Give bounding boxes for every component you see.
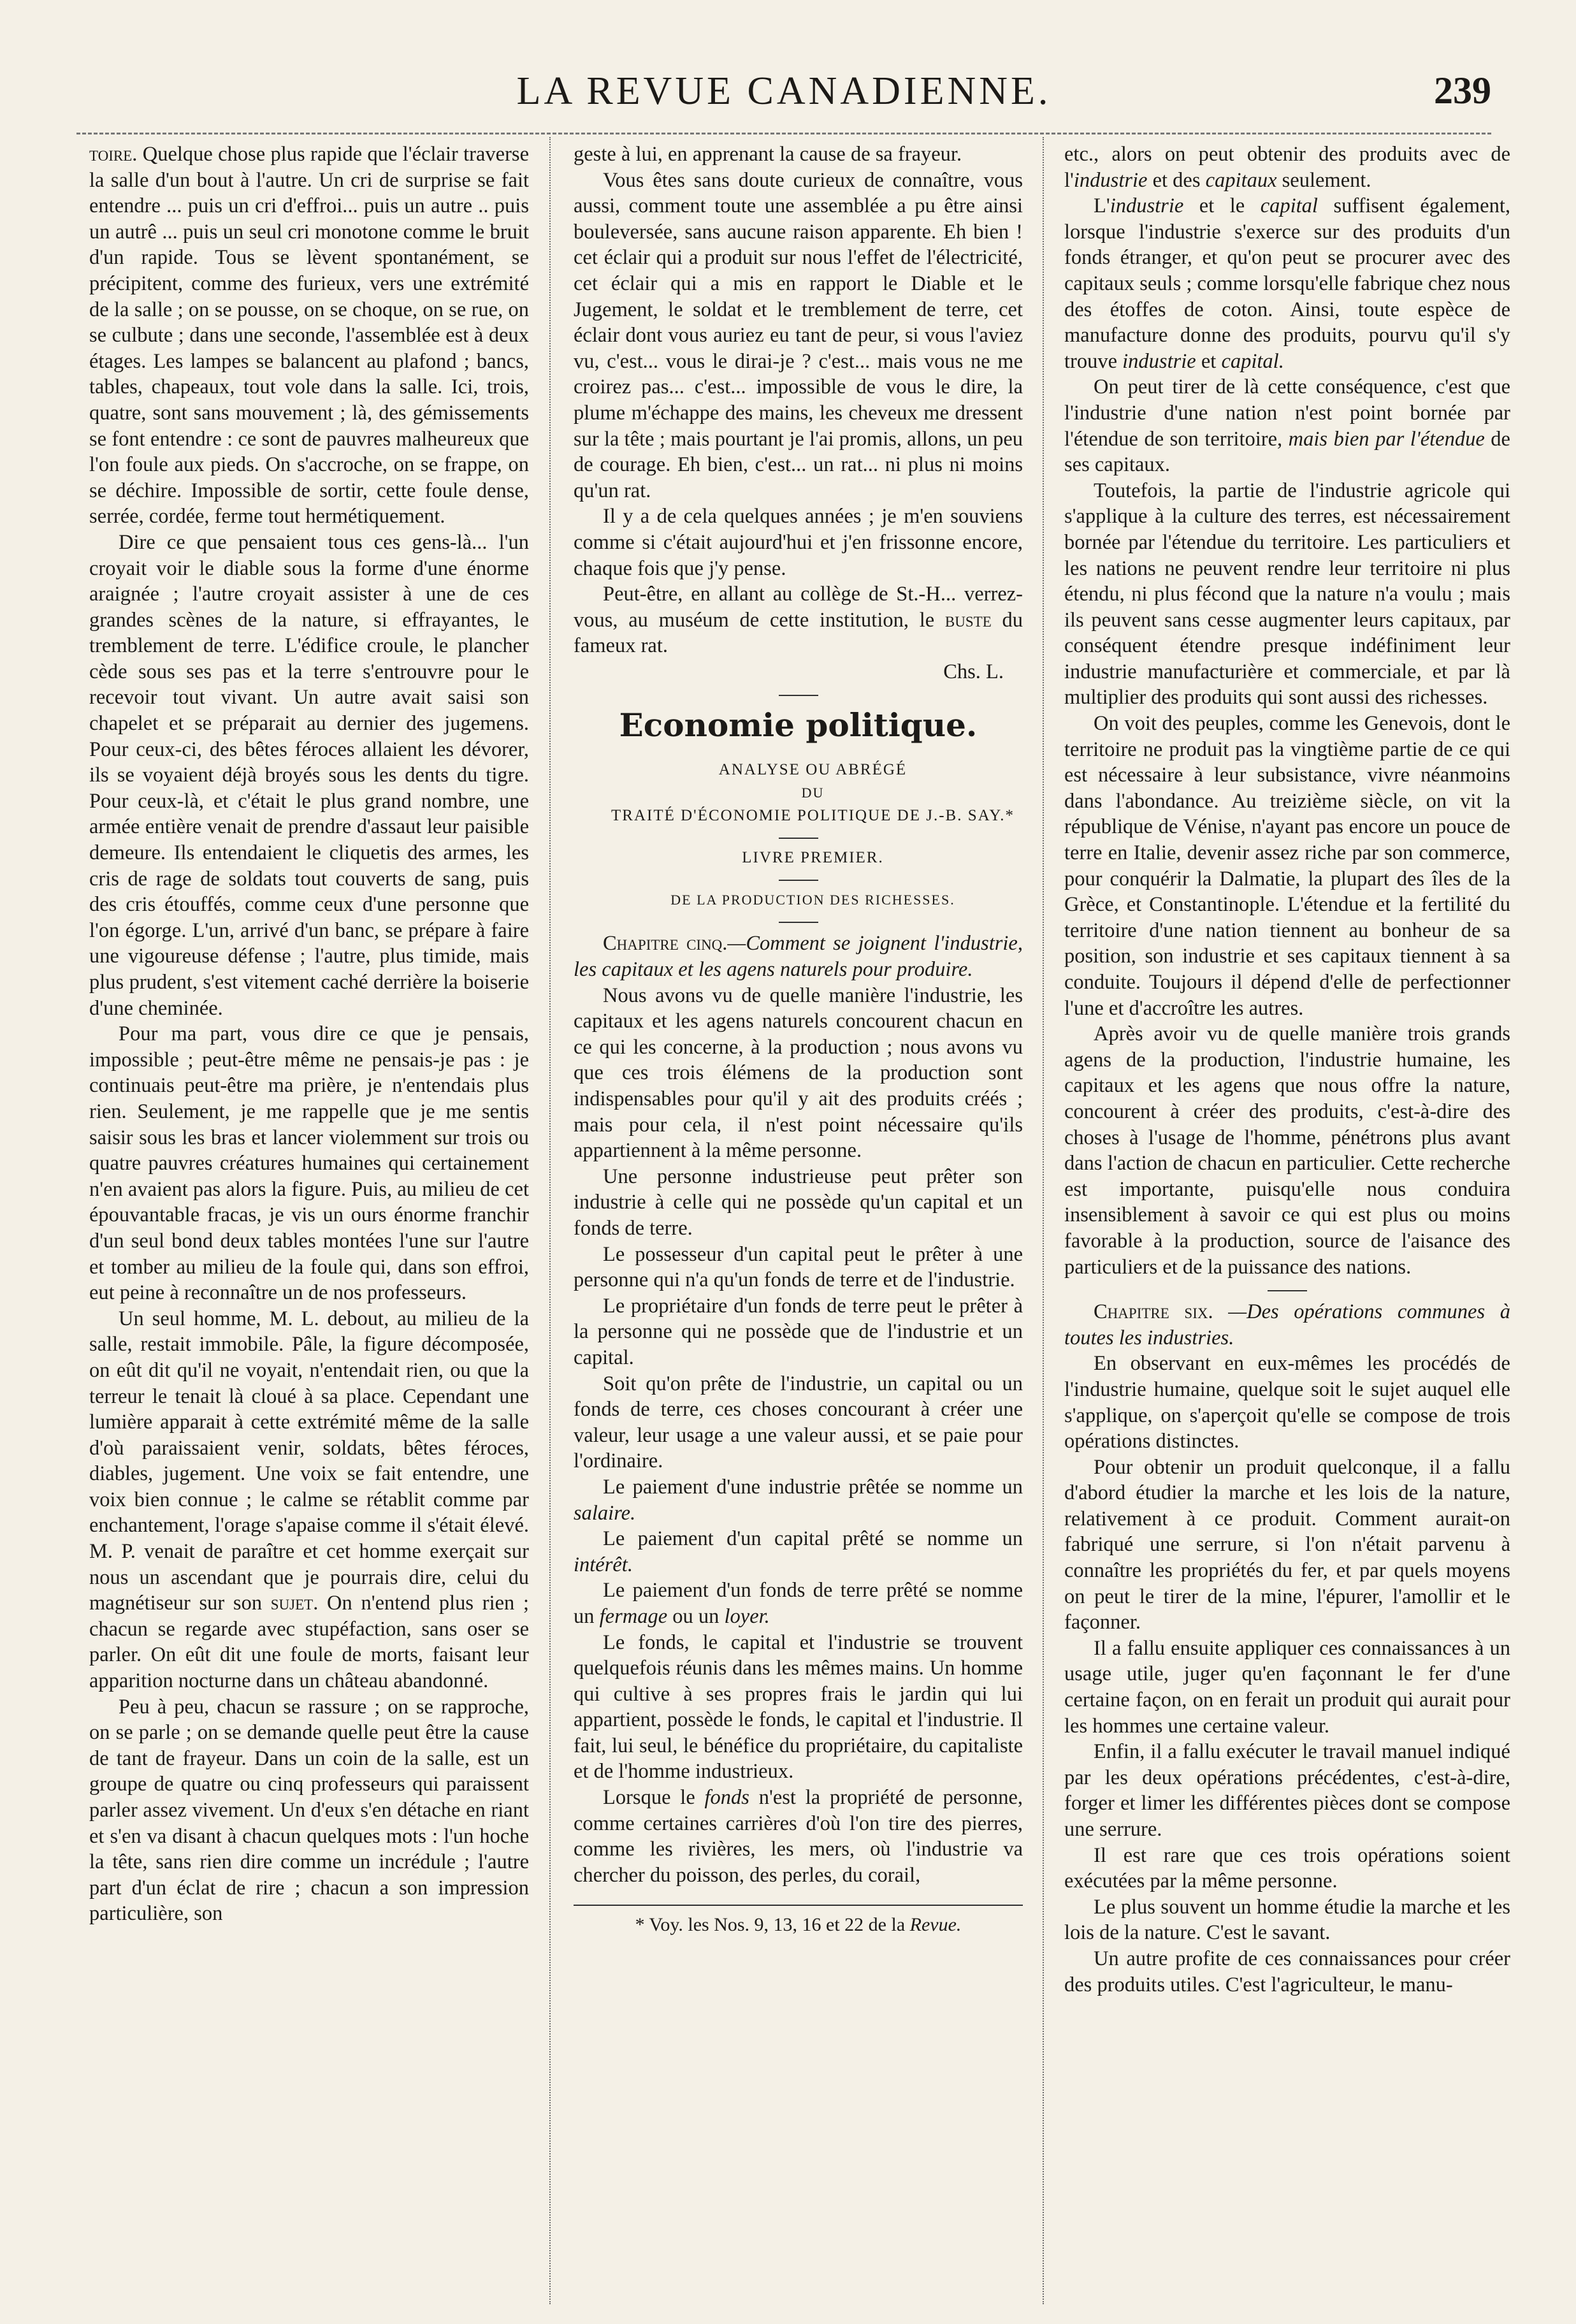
footnote-text: * Voy. les Nos. 9, 13, 16 et 22 de la (635, 1914, 910, 1936)
chapter-heading (574, 931, 1023, 982)
column-divider (549, 137, 551, 2304)
paragraph-text: et le (1183, 194, 1261, 218)
paragraph-text: de ses capitaux. (1064, 427, 1510, 477)
paragraph-text: Lorsque le (603, 1786, 705, 1810)
paragraph (1064, 374, 1510, 477)
paragraph-text: et (1196, 349, 1222, 373)
paragraph: Enfin, il a fallu exécuter le travail manuel indiqué par les deux opérations précédentes, c'est-à-dire, forger et limer les différentes pièces dont se compose une serrure. (1064, 1740, 1510, 1841)
paragraph-text: Le paiement d'un fonds de terre prêté se nomme un (574, 1579, 1023, 1628)
paragraph-text: du fameux rat. (574, 608, 1023, 658)
chapter-title: —Comment se joignent l'industrie, les capitaux et les agens naturels pour produire. (574, 932, 1023, 982)
paragraph-text: Un seul homme, M. L. debout, au milieu de la salle, restait immobile. Pâle, la figure décomposée, on eût dit qu'il ne voyait, n'entendait rien, ou que la terreur le tenait là cloué à sa place. Cependant une lumière apparait à cette extrémité même de la salle d'où paraissaient venir, soldats, bêtes féroces, diables, jugement. Une voix se fait entendre, une voix bien connue ; le calme se rétablit comme par enchantement, l'orage s'apaise comme il s'était élevé. M. P. venait de paraître et cet homme exerçait sur nous un ascendant que je pourrais dire, celui du magnétiseur sur son (89, 1307, 529, 1615)
chapter-title: —Des opérations communes à toutes les industries. (1064, 1300, 1510, 1349)
small-caps-word: sujet. (270, 1592, 319, 1615)
paragraph: Le possesseur d'un capital peut le prêter à une personne qui n'a qu'un fonds de terre et de l'industrie. (574, 1242, 1023, 1292)
italic-term: fonds (704, 1786, 749, 1810)
subtitle: LIVRE PREMIER. (742, 849, 884, 867)
paragraph-text: ou un (667, 1604, 725, 1628)
italic-term: capital. (1221, 349, 1284, 373)
subtitle: DU (801, 785, 825, 801)
paragraph (1064, 193, 1510, 374)
paragraph-text: seulement. (1276, 168, 1371, 192)
paragraph: Un autre profite de ces connaissances pour créer des produits utiles. C'est l'agriculteur, le manu- (1064, 1947, 1510, 1996)
chapter-label: Chapitre cinq. (603, 932, 728, 955)
section-rule (779, 880, 818, 881)
paragraph: On voit des peuples, comme les Genevois, dont le territoire ne produit pas la vingtième partie de ce qui est nécessaire à leur subsistance, vivre néanmoins dans l'abondance. Au treizième siècle, on vit la république de Vénise, n'ayant pas encore un pouce de terre en Italie, devenir assez riche par son commerce, pour conquérir la Dalmatie, la plupart des îles de la Grèce, et Constantinople. L'étendue et la fertilité du territoire d'une nation tiennent au bonheur de sa position, son industrie et ses capitaux tiennent à sa conduite. Toujours il dépend d'elle de perfectionner l'une et d'accroître les autres. (1064, 712, 1510, 1020)
paragraph-text: Le paiement d'une industrie prêtée se nomme un (603, 1475, 1023, 1499)
paragraph-text: On peut tirer de là cette conséquence, c'est que l'industrie d'une nation n'est point bornée par l'étendue de son territoire, (1064, 375, 1510, 451)
signature: Chs. L. (943, 660, 1004, 683)
paragraph-text: etc., alors on peut obtenir des produits avec de l' (1064, 143, 1510, 192)
column-1 (89, 142, 529, 2296)
paragraph: Une personne industrieuse peut prêter son industrie à celle qui ne possède qu'un capital et un fonds de terre. (574, 1165, 1023, 1240)
column-2 (574, 142, 1023, 2296)
paragraph: Soit qu'on prête de l'industrie, un capital ou un fonds de terre, ces choses concourant à créer une valeur, leur usage a une valeur aussi, et se paie pour l'ordinaire. (574, 1372, 1023, 1473)
paragraph: Peu à peu, chacun se rassure ; on se rapproche, on se parle ; on se demande quelle peut être la cause de tant de frayeur. Dans un coin de la salle, est un groupe de quatre ou cinq professeurs qui paraissent parler assez vivement. Un d'eux s'en détache en riant et s'en va disant à chacun quelques mots : l'un hoche la tête, sans rien dire comme un incrédule ; l'autre part d'un éclat de rire ; chacun a son impression particulière, son (89, 1695, 529, 1926)
paragraph (89, 142, 529, 530)
paragraph: Pour obtenir un produit quelconque, il a fallu d'abord étudier la marche et les lois de la nature, relativement à ce produit. Comment aurait-on fabriqué une serrure, si l'on n'était parvenu à connaître les propriétés du fer, et par quels moyens on peut le tirer de la mine, l'épurer, l'amollir et le façonner. (1064, 1455, 1510, 1634)
header-rule (76, 133, 1491, 134)
italic-term: intérêt. (574, 1553, 633, 1576)
paragraph: En observant en eux-mêmes les procédés de l'industrie humaine, quelque soit le sujet auquel elle s'applique, on s'aperçoit qu'elle se compose de trois opérations distinctes. (1064, 1352, 1510, 1453)
paragraph: Il y a de cela quelques années ; je m'en souviens comme si c'était aujourd'hui et j'en frissonne encore, chaque fois que j'y pense. (574, 505, 1023, 580)
column-3 (1064, 142, 1510, 2296)
italic-term: Revue. (909, 1914, 962, 1936)
subtitle: DE LA PRODUCTION DES RICHESSES. (670, 892, 955, 908)
italic-term: industrie (1073, 168, 1148, 192)
italic-term: loyer. (724, 1604, 770, 1628)
paragraph: Dire ce que pensaient tous ces gens-là... l'un croyait voir le diable sous la forme d'une énorme araignée ; l'autre croyait assister à une de ces grandes scènes de la nature, si effrayantes, le tremblement de terre. L'édifice croule, le plancher cède sous ses pas et la terre s'entrouvre pour le recevoir tout vivant. Un autre avait saisi son chapelet et se préparait au dernier des jugemens. Pour ceux-ci, des bêtes féroces allaient les dévorer, ils se voyaient déjà broyés sous les dents du tigre. Pour ceux-là, et c'était le plus grand nombre, une armée entière venait de prendre d'assaut leur paisible demeure. Ils entendaient le cliquetis des armes, les cris de rage de soldats tout couverts de sang, puis des cris étouffés, comme ceux d'une personne que l'on égorge. L'un, arrivé d'un banc, se prépare à faire une vigoureuse défense ; l'autre, plus timide, mais plus prudent, s'est vitement caché derrière la boiserie d'une cheminée. (89, 530, 529, 1020)
paragraph: Pour ma part, vous dire ce que je pensais, impossible ; peut-être même ne pensais-je pas : je continuais peut-être ma prière, je n'entendais plus rien. Seulement, je me rappelle que je me sentis saisir sous les bras et lancer violemment sur trois ou quatre pauvres créatures humaines qui certainement n'en avaient pas alors la figure. Puis, au milieu de cet épouvantable fracas, je vis un ours énorme franchir d'un seul bond deux tables montées l'une sur l'autre et tomber au milieu de la foule qui, dans son effroi, eut peine à reconnaître un de nos professeurs. (89, 1022, 529, 1305)
paragraph: Le plus souvent un homme étudie la marche et les lois de la nature. C'est le savant. (1064, 1895, 1510, 1945)
paragraph: Toutefois, la partie de l'industrie agricole qui s'applique à la culture des terres, est nécessairement bornée par l'étendue du territoire. Les particuliers et les nations ne peuvent rendre leur territoire ni plus étendu, ni plus fécond que la nature n'a voulu ; mais ils peuvent sans cesse augmenter leurs capitaux, par conséquent étendre presque indéfiniment leur industrie manufacturière et commerciale, et par là multiplier des produits qui sont aussi des richesses. (1064, 479, 1510, 709)
paragraph: Le fonds, le capital et l'industrie se trouvent quelquefois réunis dans les mêmes mains. Un homme qui cultive à ses propres frais le jardin qui lui appartient, possède le fonds, le capital et l'industrie. Il fait, lui seul, le bénéfice du propriétaire, du capitaliste et de l'homme industrieux. (574, 1630, 1023, 1783)
paragraph (574, 581, 1023, 659)
section-rule (779, 695, 818, 696)
paragraph (574, 1785, 1023, 1888)
subtitle: ANALYSE OU ABRÉGÉ (718, 761, 907, 779)
paragraph: Il a fallu ensuite appliquer ces connaissances à un usage utile, juger qu'en façonnant le fer d'une certaine façon, on en ferait un produit qui aurait pour les hommes une certaine valeur. (1064, 1636, 1510, 1738)
section-heading: Economie politique. (619, 706, 978, 744)
paragraph (1064, 142, 1510, 193)
italic-term: fermage (599, 1604, 668, 1628)
page-header (76, 59, 1491, 129)
paragraph: Après avoir vu de quelle manière trois grands agens de la production, l'industrie humaine, les capitaux et les agens que nous offre la nature, concourent à créer des produits, c'est-à-dire des choses à l'usage de l'homme, pénétrons plus avant dans l'action de chacun en particulier. Cette recherche est importante, puisqu'elle nous conduira insensiblement à savoir ce qui est plus ou moins favorable à la production, source de l'aisance des particuliers et de la puissance des nations. (1064, 1022, 1510, 1279)
paragraph (89, 1306, 529, 1694)
paragraph: geste à lui, en apprenant la cause de sa frayeur. (574, 143, 962, 166)
paragraph-text: Le paiement d'un capital prêté se nomme un (603, 1527, 1023, 1551)
page-number: 239 (1434, 69, 1491, 112)
italic-term: industrie (1122, 349, 1196, 373)
italic-term: salaire. (574, 1501, 636, 1525)
paragraph-text: n'est la propriété de personne, comme certaines carrières d'où l'on tire des pierres, comme les rivières, les mers, où l'industrie va chercher du poisson, des perles, du corail, (574, 1786, 1023, 1887)
paragraph: Vous êtes sans doute curieux de connaître, vous aussi, comment toute une assemblée a pu être ainsi bouleversée, sans aucune raison apparente. Eh bien ! cet éclair qui a produit sur nous l'effet de l'électricité, cet éclair qui a mis en rapport le Diable et le Jugement, le soldat et le tremblement de terre, cet éclair dont vous auriez eu tant de peur, si vous l'aviez vu, c'est... vous le dirai-je ? c'est... mais vous ne me croirez pas... c'est... impossible de vous le dire, la plume m'échappe des mains, les cheveux me dressent sur la tête ; mais pourtant je l'ai promis, allons, un peu de courage. Eh bien, c'est... un rat... ni plus ni moins qu'un rat. (574, 168, 1023, 502)
footnote-rule (574, 1905, 1023, 1906)
paragraph (574, 1526, 1023, 1578)
italic-term: mais bien par l'étendue (1288, 427, 1485, 451)
paragraph-text: L' (1094, 194, 1110, 218)
paragraph: Le propriétaire d'un fonds de terre peut le prêter à la personne qui ne possède que de l'industrie et un capital. (574, 1294, 1023, 1369)
paragraph (574, 1474, 1023, 1526)
running-title: LA REVUE CANADIENNE. (516, 69, 1052, 113)
italic-term: industrie (1110, 194, 1184, 218)
paragraph: Il est rare que ces trois opérations soient exécutées par la même personne. (1064, 1843, 1510, 1893)
chapter-label: Chapitre six. (1094, 1300, 1213, 1324)
italic-term: capital (1260, 194, 1318, 218)
section-rule (779, 922, 818, 923)
chapter-heading (1064, 1299, 1510, 1351)
paragraph-text: suffisent également, lorsque l'industrie s'exerce sur des produits d'un fonds étranger, et qu'on peut se procurer avec des capitaux seuls ; comme lorsqu'elle fabrique chez nous des étoffes de coton. Ainsi, toute espèce de manufacture donne des produits, pourvu qu'il s'y trouve (1064, 194, 1510, 373)
paragraph-text: et des (1147, 168, 1206, 192)
paragraph (574, 1578, 1023, 1629)
section-rule (779, 838, 818, 839)
paragraph: Nous avons vu de quelle manière l'industrie, les capitaux et les agens naturels concourent chacun en ce qui les concerne, à la production ; nous avons vu que ces trois élémens de la production sont indispensables pour qu'il y ait des produits créés ; mais pour cela, il n'est point nécessaire qu'ils appartiennent à la même personne. (574, 984, 1023, 1163)
small-caps-word: buste (944, 608, 992, 632)
paragraph-text: On n'entend plus rien ; chacun se regarde avec stupéfaction, sans oser se parler. On eût dit une foule de morts, faisant leur apparition nocturne dans un château abandonné. (89, 1592, 529, 1693)
italic-term: capitaux (1205, 168, 1277, 192)
small-caps-word: toire. (89, 143, 138, 166)
column-divider (1043, 137, 1044, 2304)
section-rule (1268, 1290, 1307, 1291)
footnote (574, 1912, 1023, 1938)
paragraph-text: Peut-être, en allant au collège de St.-H... verrez-vous, au muséum de cette institution, le (574, 583, 1023, 632)
subtitle: TRAITÉ D'ÉCONOMIE POLITIQUE DE J.-B. SAY.* (611, 807, 1015, 825)
paragraph-text: Quelque chose plus rapide que l'éclair traverse la salle d'un bout à l'autre. Un cri de surprise se fait entendre ... puis un cri d'effroi... puis un autre .. puis un autrê ... puis un seul cri monotone comme le bruit d'un rapide. Tous se lèvent spontanément, se précipitent, comme des furieux, vers une extrémité de la salle ; on se pousse, on se choque, on se rue, on se culbute ; dans une seconde, l'assemblée est à deux étages. Les lampes se balancent au plafond ; bancs, tables, chapeaux, tout vole dans la salle. Ici, trois, quatre, sont sans mouvement ; là, des gémissements se font entendre : ce sont de pauvres malheureux que l'on foule aux pieds. On s'accroche, on se frappe, on se déchire. Impossible de sortir, cette foule dense, serrée, cordée, ferme tout hermétiquement. (89, 143, 529, 528)
